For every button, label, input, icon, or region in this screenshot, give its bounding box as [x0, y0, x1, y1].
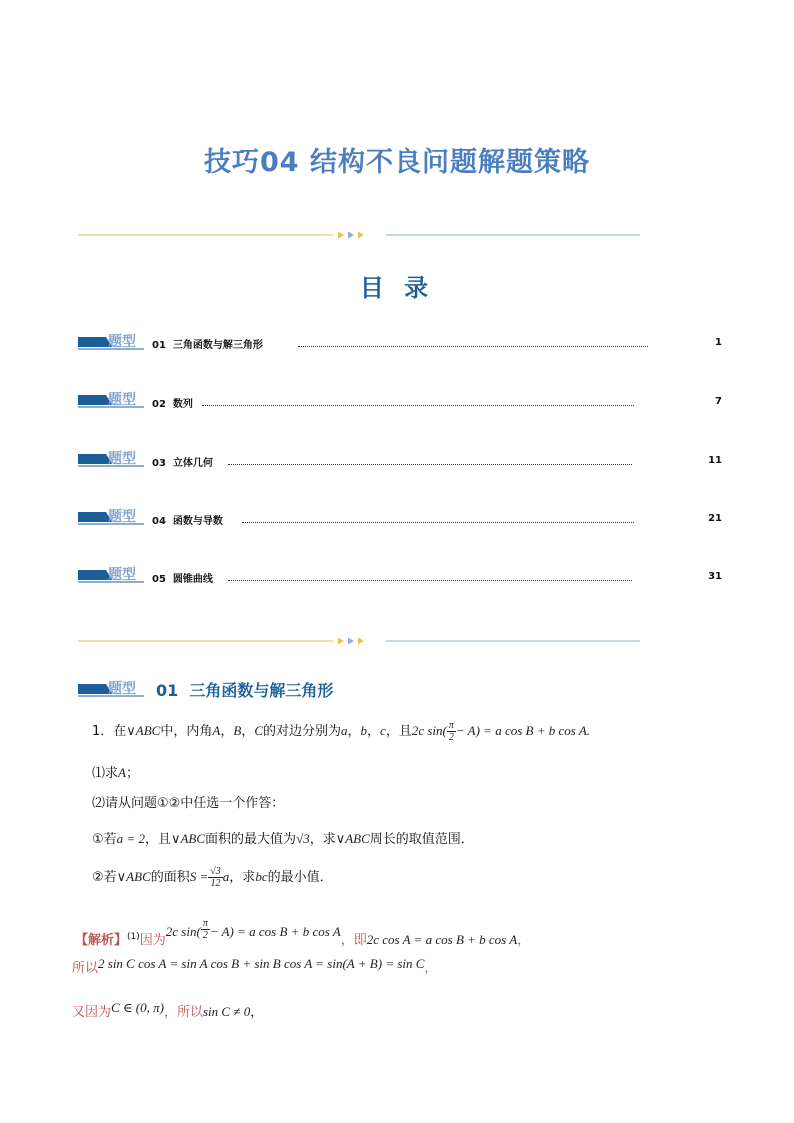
toc-page-2: 7	[715, 396, 722, 407]
toc-page-5: 31	[708, 571, 722, 582]
document-title: 技巧04 结构不良问题解题策略	[204, 147, 590, 178]
question-1: ⑴求A；	[92, 765, 139, 781]
toc-item-4[interactable]: 04 函数与导数	[152, 516, 223, 527]
solution-line-2: 所以2 sin C cos A = sin A cos B + sin B cos A = sin(A + B) = sin C，	[72, 956, 438, 976]
divider-bottom	[78, 636, 640, 646]
pi-over-2-fraction: $\frac{\pi}{2}$	[202, 918, 208, 941]
toc-leader	[298, 346, 648, 347]
toc-page-3: 11	[708, 455, 722, 466]
toc-heading: 目 录	[359, 274, 435, 302]
toc-badge-label: 题型	[108, 451, 136, 467]
toc-leader	[242, 522, 634, 523]
sqrt3-over-12-fraction: $\frac{√3}{12}$	[210, 866, 221, 889]
pi-over-2-fraction: $\frac{\pi}{2}$	[448, 720, 454, 743]
toc-badge-label: 题型	[108, 392, 136, 408]
toc-item-3[interactable]: 03 立体几何	[152, 458, 213, 469]
toc-item-2[interactable]: 02 数列	[152, 399, 193, 410]
toc-item-1[interactable]: 01 三角函数与解三角形	[152, 340, 263, 351]
solution-tag: 【解析】	[75, 933, 128, 948]
toc-badge-label: 题型	[108, 334, 136, 350]
toc-badge-label: 题型	[108, 509, 136, 525]
section-title: 01 三角函数与解三角形	[156, 681, 334, 700]
choice-1: ①若a = 2，且∨ABC面积的最大值为√3，求∨ABC周长的取值范围．	[92, 831, 474, 847]
toc-page-4: 21	[708, 513, 722, 524]
question-2: ⑵请从问题①②中任选一个作答：	[92, 796, 285, 811]
toc-badge-label: 题型	[108, 567, 136, 583]
divider-top	[78, 230, 640, 240]
problem-statement: 1．在∨ABC中，内角A，B，C的对边分别为a，b，c，且2c sin( $\frac{\pi}{2}$ − A) = a cos B + b cos A.	[92, 720, 591, 743]
toc-leader	[228, 464, 632, 465]
section-badge-label: 题型	[108, 681, 136, 697]
toc-leader	[202, 405, 634, 406]
choice-2: ②若∨ABC的面积S = $\frac{√3}{12}$ a，求bc的最小值．	[92, 866, 333, 889]
toc-item-5[interactable]: 05 圆锥曲线	[152, 574, 213, 585]
solution-line-3: 又因为C ∈ (0, π)，所以sin C ≠ 0，	[72, 1000, 264, 1020]
solution-line-1: 【解析】$^{(1)}$因为2c sin( $\frac{\pi}{2}$ − A) = a cos B + b cos A，即2c cos A = a cos B + b cos A，	[75, 918, 531, 948]
toc-leader	[228, 580, 632, 581]
toc-page-1: 1	[715, 337, 722, 348]
